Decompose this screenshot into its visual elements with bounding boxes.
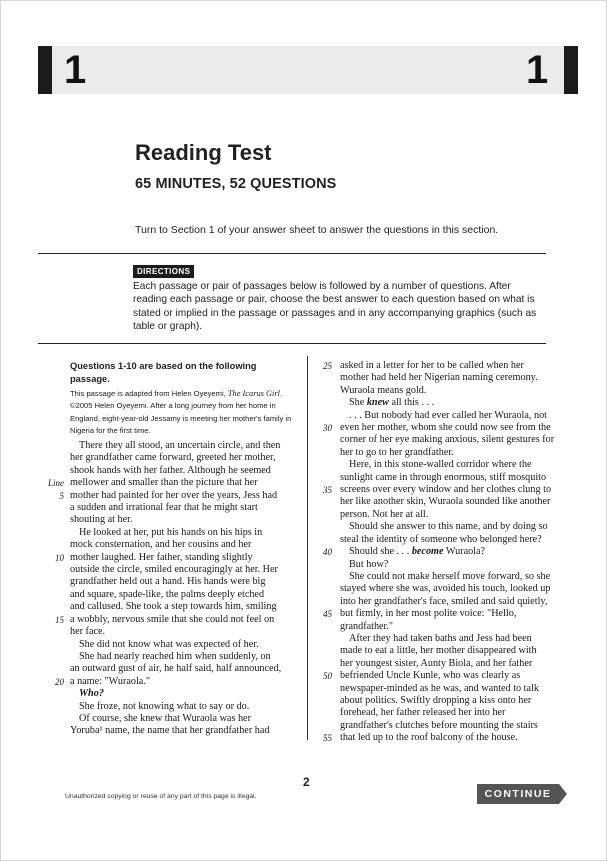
test-subtitle: 65 MINUTES, 52 QUESTIONS bbox=[135, 176, 337, 192]
line-text: screens over every window and her clothes clung to bbox=[340, 484, 552, 496]
line-text: Should she . . . become Wuraola? bbox=[349, 546, 486, 558]
passage-line bbox=[70, 502, 294, 514]
passage-line bbox=[340, 571, 560, 583]
continue-button[interactable]: CONTINUE bbox=[484, 788, 552, 800]
passage-line bbox=[70, 639, 294, 651]
line-text: She had nearly reached him when suddenly, on bbox=[79, 650, 271, 662]
line-text: and callused. She took a step towards him, smiling bbox=[70, 601, 277, 613]
line-text: a wobbly, nervous smile that she could not feel on bbox=[70, 613, 275, 625]
book-title: The Icarus Girl bbox=[227, 389, 280, 399]
line-text: outside the circle, smiled encouragingly at her. Her bbox=[70, 564, 278, 576]
passage-line bbox=[70, 564, 294, 576]
section-bar-right bbox=[564, 46, 578, 94]
line-text: newspaper-minded as he was, and wanted to talk bbox=[340, 682, 539, 694]
line-number: 5 bbox=[59, 490, 64, 501]
passage-line bbox=[70, 465, 294, 477]
passage-line bbox=[70, 527, 294, 539]
passage-line bbox=[340, 397, 560, 409]
line-text: a name: "Wuraola." bbox=[70, 675, 151, 687]
passage-right-column bbox=[323, 360, 560, 745]
passage-line bbox=[70, 452, 294, 464]
line-text: grandfather held out a hand. His hands were big bbox=[70, 576, 266, 588]
questions-header: Questions 1-10 are based on the following passage. bbox=[70, 361, 257, 384]
line-text: forehead, her father released her into her bbox=[340, 707, 506, 719]
passage-line bbox=[70, 576, 294, 588]
passage-line bbox=[323, 732, 560, 744]
section-number-right: 1 bbox=[526, 48, 549, 92]
passage-line bbox=[340, 509, 560, 521]
passage-line bbox=[340, 633, 560, 645]
line-text: mother laughed. Her father, standing slightly bbox=[70, 551, 253, 563]
line-text: her grandfather came forward, greeted her mother, bbox=[70, 452, 276, 464]
passage-line bbox=[340, 385, 560, 397]
passage-line bbox=[70, 539, 294, 551]
directions-label: DIRECTIONS bbox=[133, 265, 194, 278]
passage-line bbox=[59, 489, 294, 502]
passage-line bbox=[340, 410, 560, 422]
line-text: Yoruba¹ name, the name that her grandfather had bbox=[70, 725, 270, 737]
passage-line bbox=[323, 360, 560, 372]
line-text: her to go to her grandfather. bbox=[340, 446, 454, 458]
passage-line bbox=[70, 626, 294, 638]
passage-line bbox=[340, 447, 560, 459]
passage-line bbox=[70, 601, 294, 613]
line-text: He looked at her, put his hands on his hips in bbox=[79, 526, 263, 538]
passage-line bbox=[340, 583, 560, 595]
column-divider bbox=[307, 356, 308, 740]
passage-line bbox=[55, 551, 294, 564]
passage-line bbox=[340, 621, 560, 633]
line-text: but firmly, in her most polite voice: "Hello, bbox=[340, 608, 517, 620]
passage-line bbox=[55, 613, 294, 626]
passage-line bbox=[70, 663, 294, 675]
line-text: She could not make herself move forward, so she bbox=[349, 570, 551, 582]
line-text: mock consternation, and her cousins and her bbox=[70, 539, 252, 551]
section-header-band bbox=[38, 46, 578, 94]
passage-line bbox=[70, 440, 294, 452]
line-text: person. Not her at all. bbox=[340, 508, 429, 520]
line-text: stayed where she was, avoided his touch, looked up bbox=[340, 583, 551, 595]
line-text: and square, spade-like, the palms deeply etched bbox=[70, 588, 265, 600]
passage-line bbox=[70, 701, 294, 713]
passage-line bbox=[323, 484, 560, 496]
line-text: made to eat a little, her mother disappeared with bbox=[340, 645, 537, 657]
passage-line bbox=[340, 645, 560, 657]
passage-line bbox=[47, 477, 294, 489]
passage-line bbox=[70, 589, 294, 601]
copyright-notice: Unauthorized copying or reuse of any part of this page is illegal. bbox=[65, 793, 257, 800]
passage-line bbox=[340, 372, 560, 384]
line-text: mother had held her Nigerian naming ceremony. bbox=[340, 372, 538, 384]
line-text: mother had painted for her over the years, Jess had bbox=[70, 489, 278, 501]
directions-top-rule bbox=[38, 253, 546, 254]
section-bar-left bbox=[38, 46, 52, 94]
line-text: her like another skin, Wuraola sounded like another bbox=[340, 496, 551, 508]
line-text: She froze, not knowing what to say or do. bbox=[79, 700, 250, 712]
line-text: . . . But nobody had ever called her Wuraola, not bbox=[349, 409, 547, 421]
passage-line bbox=[340, 683, 560, 695]
passage-line bbox=[340, 472, 560, 484]
passage-intro bbox=[70, 388, 294, 437]
intro-text: This passage is adapted from Helen Oyeyemi, bbox=[70, 389, 228, 399]
line-text: But how? bbox=[349, 558, 389, 570]
passage-line bbox=[340, 596, 560, 608]
line-number: 20 bbox=[55, 676, 64, 687]
line-text: her face. bbox=[70, 626, 106, 638]
line-text: Wuraola means gold. bbox=[340, 384, 427, 396]
passage-line bbox=[55, 675, 294, 688]
passage-text-right bbox=[323, 360, 560, 745]
passage-line bbox=[340, 707, 560, 719]
passage-line bbox=[340, 695, 560, 707]
line-text: She did not know what was expected of her. bbox=[79, 638, 259, 650]
line-text: into her grandfather's face, smiled and said quietly, bbox=[340, 595, 548, 607]
intro-text-cont: . ©2005 Helen Oyeyemi. After a long journey from her home in England, eight-year-old Jessamy is meeting her mother's family in Nigeria for the first time. bbox=[70, 389, 292, 435]
passage-line bbox=[70, 651, 294, 663]
line-text: her youngest sister, Aunty Biola, and her father bbox=[340, 657, 533, 669]
passage-line bbox=[340, 434, 560, 446]
passage-line bbox=[340, 720, 560, 732]
directions-bottom-rule bbox=[38, 343, 546, 344]
line-text: Who? bbox=[79, 688, 104, 700]
line-text: corner of her eye making anxious, silent gestures for bbox=[340, 434, 555, 446]
line-text: shouting at her. bbox=[70, 514, 133, 526]
passage-line bbox=[70, 713, 294, 725]
passage-line bbox=[70, 688, 294, 700]
line-text: befriended Uncle Kunle, who was clearly as bbox=[340, 670, 521, 682]
line-number: 55 bbox=[323, 733, 332, 744]
passage-line bbox=[340, 521, 560, 533]
line-text: Should she answer to this name, and by doing so bbox=[349, 521, 548, 533]
passage-line bbox=[340, 559, 560, 571]
line-text: an outward gust of air, he half said, half announced, bbox=[70, 663, 282, 675]
passage-line bbox=[340, 496, 560, 508]
line-text: shook hands with her father. Although he seemed bbox=[70, 464, 271, 476]
line-number: 30 bbox=[323, 423, 332, 434]
line-number: 15 bbox=[55, 614, 64, 625]
line-text: about politics. Swiftly dropping a kiss onto her bbox=[340, 694, 532, 706]
passage-line bbox=[323, 670, 560, 682]
line-text: steal the identity of someone who belonged here? bbox=[340, 533, 542, 545]
line-text: sunlight came in through enormous, stiff mosquito bbox=[340, 471, 547, 483]
answer-sheet-instruction: Turn to Section 1 of your answer sheet to answer the questions in this section. bbox=[135, 224, 499, 236]
passage-line bbox=[323, 422, 560, 434]
line-text: mellower and smaller than the picture that her bbox=[70, 477, 258, 489]
test-title: Reading Test bbox=[135, 140, 272, 165]
line-number: 25 bbox=[323, 361, 332, 371]
line-text: asked in a letter for her to be called when her bbox=[340, 360, 524, 371]
line-number: 40 bbox=[323, 547, 332, 558]
passage-line bbox=[340, 534, 560, 546]
passage-line bbox=[70, 725, 294, 737]
line-text: Here, in this stone-walled corridor where the bbox=[349, 459, 532, 471]
line-text: even her mother, whom she could now see from the bbox=[340, 422, 551, 434]
passage-line bbox=[70, 514, 294, 526]
line-text: There they all stood, an uncertain circle, and then bbox=[79, 440, 281, 451]
line-number: 45 bbox=[323, 609, 332, 620]
line-text: that led up to the roof balcony of the house. bbox=[340, 732, 518, 744]
directions-text: Each passage or pair of passages below is followed by a number of questions. After reading each passage or pair, choose the best answer to each question based on what is stated or implied in the passage or passages and in any accompanying graphics (such as table or graph). bbox=[133, 281, 537, 332]
section-number-left: 1 bbox=[64, 48, 87, 92]
passage-text-left bbox=[47, 440, 294, 738]
line-text: grandfather." bbox=[340, 620, 394, 632]
line-text: grandfather's clutches before mounting the stairs bbox=[340, 719, 538, 731]
line-number: 10 bbox=[55, 552, 64, 563]
line-text: After they had taken baths and Jess had been bbox=[349, 632, 532, 644]
line-number: 50 bbox=[323, 671, 332, 682]
passage-line bbox=[323, 546, 560, 558]
passage-line bbox=[340, 459, 560, 471]
passage-left-column bbox=[47, 360, 294, 738]
passage-line bbox=[340, 658, 560, 670]
line-number: 35 bbox=[323, 485, 332, 496]
page-number: 2 bbox=[303, 775, 310, 789]
passage-line bbox=[323, 608, 560, 620]
line-text: Of course, she knew that Wuraola was her bbox=[79, 712, 251, 724]
line-text: She knew all this . . . bbox=[349, 397, 435, 409]
line-text: a sudden and irrational fear that he might start bbox=[70, 502, 258, 514]
line-number: Line bbox=[47, 478, 64, 489]
